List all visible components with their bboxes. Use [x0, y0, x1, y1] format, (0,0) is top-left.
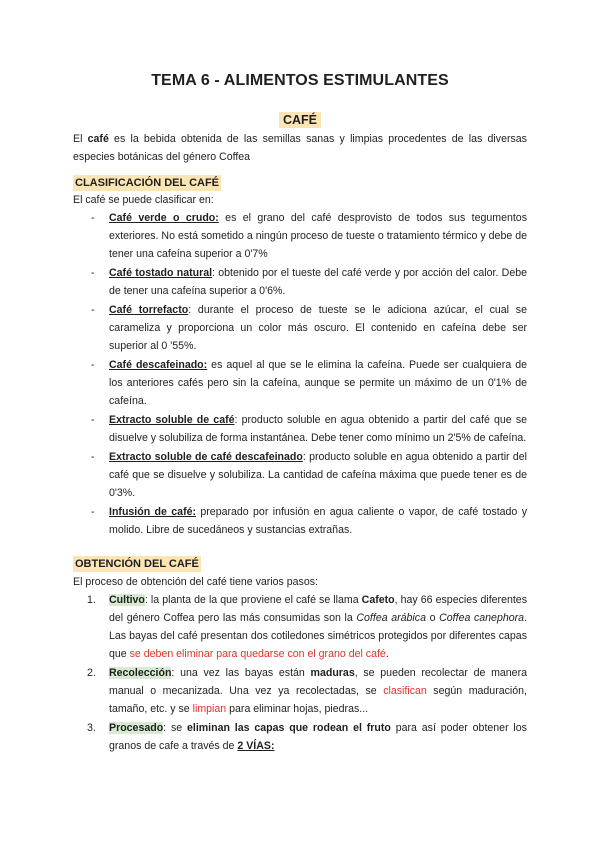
list-item: - Café tostado natural: obtenido por el tueste del café verde y por acción del calor. Debe de tener una cafeína superior a 0'6%. [91, 267, 527, 297]
intro-paragraph [73, 130, 527, 166]
obtention-steps [73, 591, 527, 755]
intro-bold: café [87, 133, 109, 145]
obtention-heading: OBTENCIÓN DEL CAFÉ [75, 558, 199, 570]
list-item: - Café torrefacto: durante el proceso de tueste se le adiciona azúcar, el cual se carameliza y proporciona un color más oscuro. El contenido en cafeína debe ser superior al 0 '55%. [91, 304, 527, 352]
list-item: - Infusión de café: preparado por infusión en agua caliente o vapor, de café tostado y molido. Libre de sucedáneos y sustancias extrañas. [91, 506, 527, 536]
classification-lead: El café se puede clasificar en: [73, 194, 214, 206]
list-item: 1. Cultivo: la planta de la que proviene el café se llama Cafeto, hay 66 especies diferentes del género Coffea pero las más consumidas son la Coffea arábica o Coffea canephora. Las bayas del café presentan dos cotiledones simétricos protegidos por diferentes capas que se deben eliminar para quedarse con el grano del café. [87, 594, 527, 660]
intro-text-rest: es la bebida obtenida de las semillas sanas y limpias procedentes de las diversas especies botánicas del género Coffea [73, 133, 527, 163]
classification-heading: CLASIFICACIÓN DEL CAFÉ [75, 177, 220, 189]
cafe-heading-label: CAFÉ [279, 112, 321, 128]
obtention-section [73, 573, 527, 756]
list-item: - Extracto soluble de café: producto soluble en agua obtenido a partir del café que se disuelve y solubiliza de forma instantánea. Debe tener como mínimo un 2'5% de cafeína. [91, 414, 528, 444]
list-item: 3. Procesado: se eliminan las capas que rodean el fruto para así poder obtener los granos de cafe a través de 2 VÍAS: [87, 722, 527, 752]
list-item: - Café descafeinado: es aquel al que se le elimina la cafeína. Puede ser cualquiera de los anteriores cafés pero sin la cafeína, aunque se permite un máximo de un 0'1% de cafeína. [91, 359, 527, 407]
intro-text: El [73, 133, 88, 145]
list-item: 2. Recolección: una vez las bayas están maduras, se pueden recolectar de manera manual o mecanizada. Una vez ya recolectadas, se clasifican según maduración, tamaño, etc. y se limpian para eliminar hojas, piedras... [87, 667, 527, 715]
list-item: - Extracto soluble de café descafeinado: producto soluble en agua obtenido a partir del café que se disuelve y solubiliza. La cantidad de cafeína máxima que puede tener es de 0'3%. [91, 451, 527, 499]
classification-list [73, 209, 527, 539]
cafe-heading [0, 111, 600, 130]
classification-section [73, 191, 527, 540]
page-title: TEMA 6 - ALIMENTOS ESTIMULANTES [151, 72, 449, 89]
obtention-lead: El proceso de obtención del café tiene varios pasos: [73, 576, 318, 588]
list-item: - Café verde o crudo: es el grano del café desprovisto de todos sus tegumentos exteriores. No está sometido a ningún proceso de tueste o tratamiento térmico y debe de tener una cafeína superior a 0'7% [91, 212, 527, 260]
